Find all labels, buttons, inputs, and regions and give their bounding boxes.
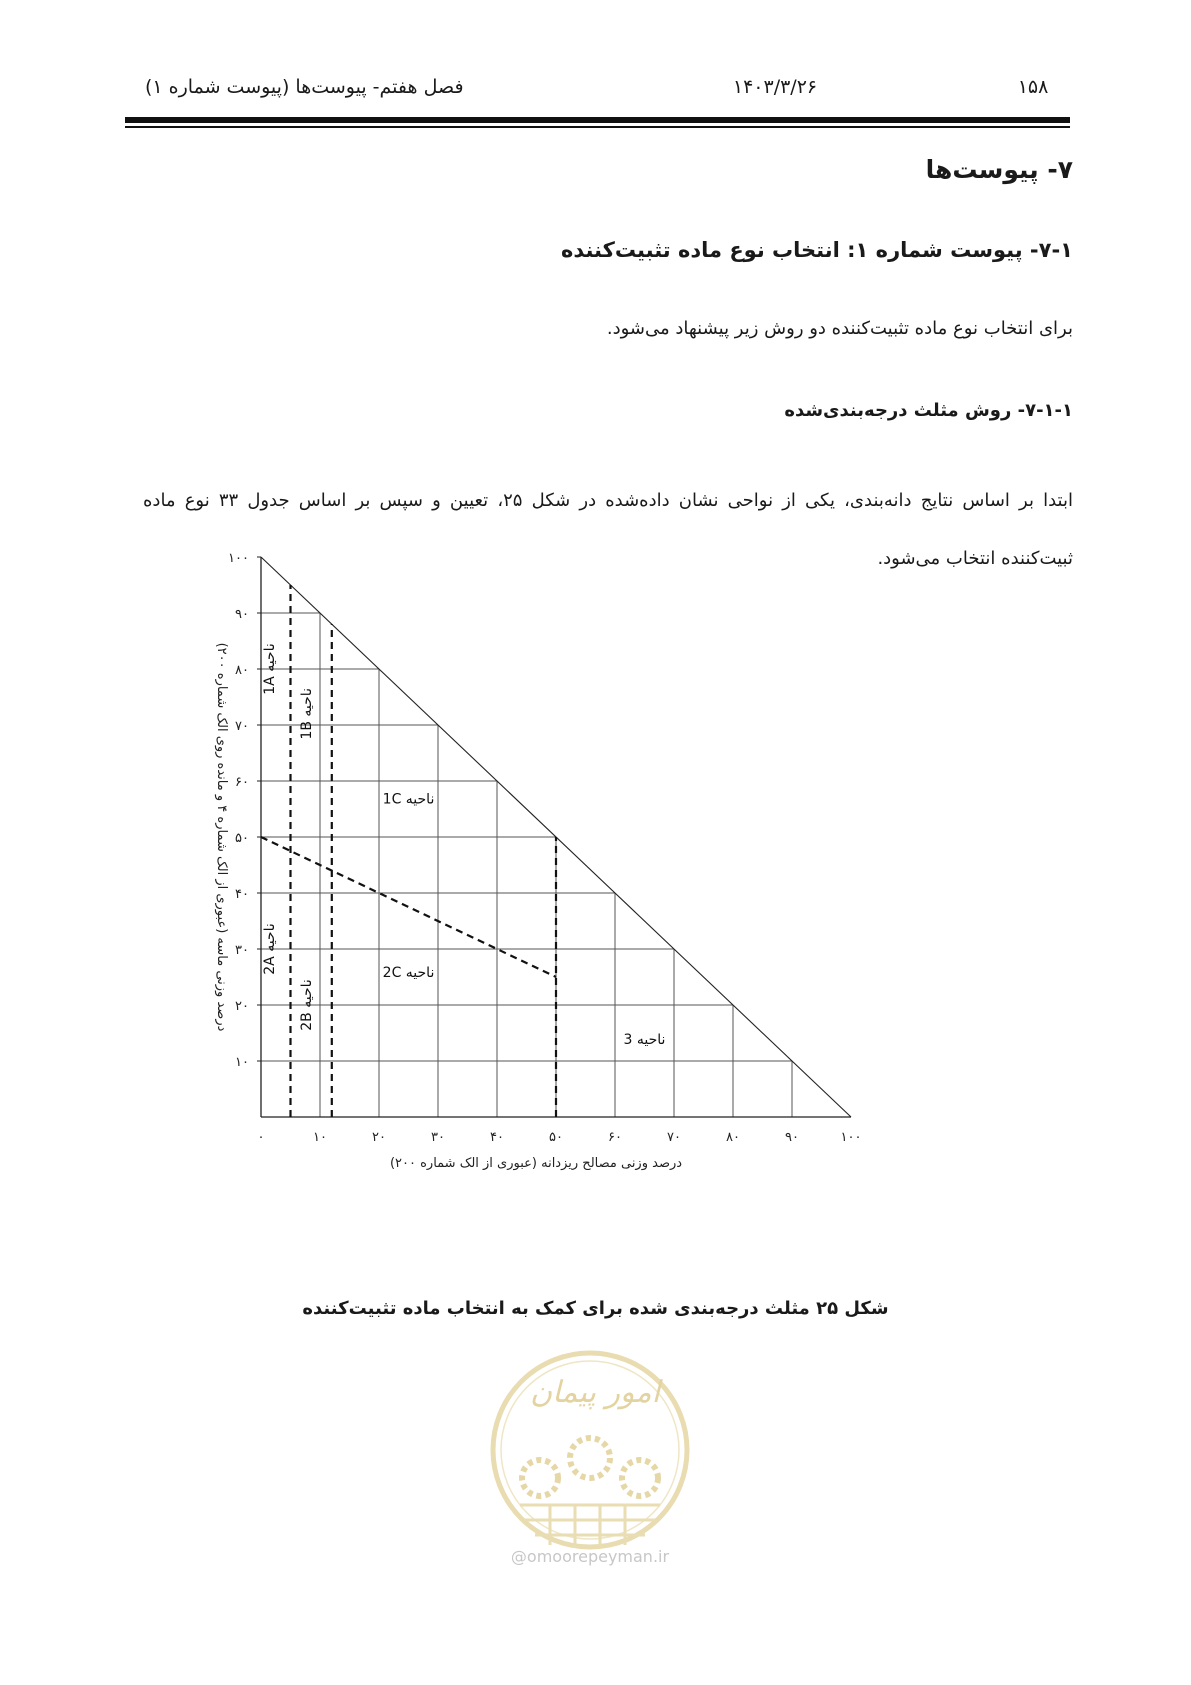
x-tick-label: ۲۰ <box>372 1130 386 1145</box>
zone-boundary-dashed-line <box>261 837 556 977</box>
svg-text:امور پیمان: امور پیمان <box>530 1375 660 1410</box>
header-date: ۱۴۰۳/۳/۲۶ <box>732 76 818 98</box>
x-tick-label: ۳۰ <box>431 1130 445 1145</box>
watermark-logo <box>480 1340 700 1580</box>
y-tick-label: ۸۰ <box>235 663 249 678</box>
zone-label-3: ناحیه 3 <box>623 1032 666 1049</box>
zone-label-2c: ناحیه 2C <box>382 965 435 981</box>
subsection-title: ۷-۱- پیوست شماره ۱: انتخاب نوع ماده تثبیت‌کننده <box>560 238 1073 262</box>
y-tick-label: ۶۰ <box>235 775 249 790</box>
header-rule-thin <box>125 126 1070 128</box>
y-tick-label: ۳۰ <box>235 943 249 958</box>
zone-label-1b: ناحیه 1B <box>299 688 316 740</box>
x-tick-label: ۵۰ <box>549 1130 563 1145</box>
y-tick-label: ۱۰۰ <box>228 551 249 566</box>
x-tick-label: ۶۰ <box>608 1130 622 1145</box>
x-tick-label: ۴۰ <box>490 1130 504 1145</box>
figure-caption: شکل ۲۵ مثلث درجه‌بندی شده برای کمک به انتخاب ماده تثبیت‌کننده <box>302 1298 889 1319</box>
y-tick-label: ۹۰ <box>235 607 249 622</box>
zone-label-1c: ناحیه 1C <box>382 791 435 808</box>
x-tick-label: ۸۰ <box>726 1130 740 1145</box>
y-tick-label: ۵۰ <box>235 831 249 846</box>
x-tick-label: ۰ <box>257 1130 265 1145</box>
zone-label-2b: ناحیه 2B <box>299 979 316 1031</box>
subsubsection-title: ۷-۱-۱- روش مثلث درجه‌بندی‌شده <box>784 400 1073 421</box>
x-tick-label: ۷۰ <box>667 1130 681 1145</box>
x-tick-label: ۱۰۰ <box>840 1130 862 1145</box>
zone-label-2a: ناحیه 2A <box>261 923 278 975</box>
zone-label-1a: ناحیه 1A <box>261 643 278 695</box>
y-tick-label: ۲۰ <box>235 999 249 1014</box>
watermark-url: @omoorepeyman.ir <box>510 1547 670 1566</box>
y-tick-label: ۷۰ <box>235 719 249 734</box>
page-number: ۱۵۸ <box>1017 76 1049 98</box>
y-axis-label: درصد وزنی ماسه (عبوری از الک شماره ۴ و مانده روی الک شماره ۲۰۰) <box>214 642 229 1032</box>
y-tick-label: ۱۰ <box>235 1055 249 1070</box>
header-chapter-title: فصل هفتم- پیوست‌ها (پیوست شماره ۱) <box>145 76 464 98</box>
x-tick-label: ۱۰ <box>313 1130 327 1145</box>
y-tick-label: ۴۰ <box>235 887 249 902</box>
header-rule-thick <box>125 117 1070 123</box>
x-axis-label: درصد وزنی مصالح ریزدانه (عبوری از الک شماره ۲۰۰) <box>389 1156 683 1171</box>
intro-text: برای انتخاب نوع ماده تثبیت‌کننده دو روش زیر پیشنهاد می‌شود. <box>606 318 1073 339</box>
body-paragraph: ابتدا بر اساس نتایج دانه‌بندی، یکی از نواحی نشان داده‌شده در شکل ۲۵، تعیین و سپس بر اساس جدول ۳۳ نوع ماده ثبیت‌کننده انتخاب می‌شود. <box>143 490 1073 569</box>
x-tick-label: ۹۰ <box>785 1130 799 1145</box>
section-title: ۷- پیوست‌ها <box>925 155 1073 184</box>
gradation-triangle-chart <box>210 551 960 1275</box>
